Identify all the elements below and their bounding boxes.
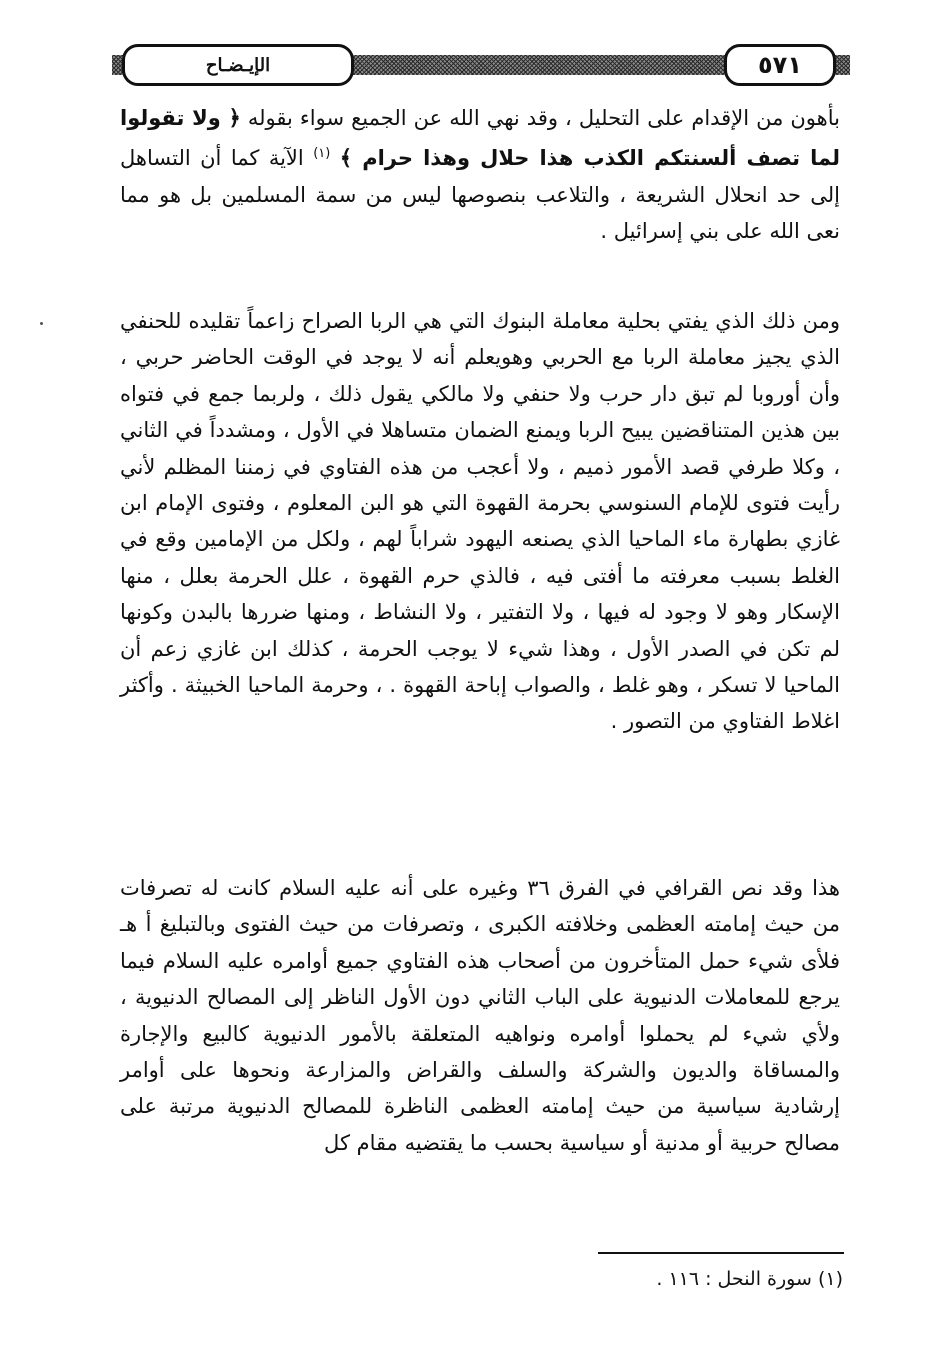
page-number: ٥٧١: [758, 51, 802, 79]
footnote-reference: (١): [313, 146, 331, 162]
running-title: الإيـضـاح: [205, 54, 271, 76]
paragraph-3: هذا وقد نص القرافي في الفرق ٣٦ وغيره على أنه عليه السلام كانت له تصرفات من حيث إمامته العظمى وخلافته الكبرى ، وتصرفات من حيث الفتوى وبالتبليغ أ هـ فلأى شيء حمل المتأخرون من أصحاب هذه الفتاوي جميع أوامره عليه السلام فيما يرجع للمعاملات الدنيوية على الباب الثاني دون الأول الناظر إلى المصالح الدنيوية ، ولأي شيء لم يحملوا أوامره ونواهيه المتعلقة بالأمور الدنيوية كالبيع والإجارة والمساقاة والديون والشركة والسلف والقراض والمزارعة ونحوها على أوامر إرشادية سياسية من حيث إمامته العظمى الناظرة للمصالح الدنيوية مرتبة على مصالح حربية أو مدنية أو سياسية بحسب ما يقتضيه مقام كل: [120, 876, 840, 1155]
paragraph-1-continuation: الآية كما أن التساهل إلى حد انحلال الشريعة ، والتلاعب بنصوصها ليس من سمة المسلمين بل هو مما نعى الله على بني إسرائيل .: [120, 146, 840, 244]
scan-speck: [40, 322, 43, 325]
running-title-box: [122, 44, 354, 86]
footnote-divider: [598, 1252, 844, 1254]
paragraph-2: ومن ذلك الذي يفتي بحلية معاملة البنوك التي هي الربا الصراح زاعماً تقليده للحنفي الذي يجيز معاملة الربا مع الحربي وهويعلم أنه لا يوجد في الوقت الحاضر حربي ، وأن أوروبا لم تبق دار حرب ولا حنفي ولا مالكي يقول ذلك ، ولربما جمع في فتواه بين هذين المتناقضين يبيح الربا ويمنع الضمان متساهلا في الأول ، ومشدداً في الثاني ، وكلا طرفي قصد الأمور ذميم ، ولا أعجب من هذه الفتاوي في زمننا المظلم لأني رأيت فتوى للإمام السنوسي بحرمة القهوة التي هو البن المعلوم ، وفتوى الإمام ابن غازي بطهارة ماء الماحيا الذي يصنعه اليهود شراباً لهم ، ولكل من الإمامين وقع في الغلط بسبب معرفته ما أفتى فيه ، فالذي حرم القهوة ، علل الحرمة بعلل ، منها الإسكار وهو لا وجود له فيها ، ولا التفتير ، ولا النشاط ، ومنها ضررها بالبدن وكونها لم تكن في الصدر الأول ، وهذا شيء لا يوجب الحرمة ، كذلك ابن غازي زعم أن الماحيا لا تسكر ، وهو غلط ، والصواب إباحة القهوة . ، وحرمة الماحيا الخبيثة . وأكثر اغلاط الفتاوي من التصور .: [120, 309, 840, 734]
page-number-box: [724, 44, 836, 86]
quran-quote: ﴿ ولا تقولوا لما تصف ألسنتكم الكذب هذا حلال وهذا حرام ﴾: [120, 106, 840, 171]
page-header: [112, 40, 850, 88]
paragraph-1-text: بأهون من الإقدام على التحليل ، وقد نهي الله عن الجميع سواء بقوله: [247, 106, 840, 130]
paragraph-1: [120, 100, 840, 250]
footnote: (١) سورة النحل : ١١٦ .: [656, 1268, 843, 1290]
